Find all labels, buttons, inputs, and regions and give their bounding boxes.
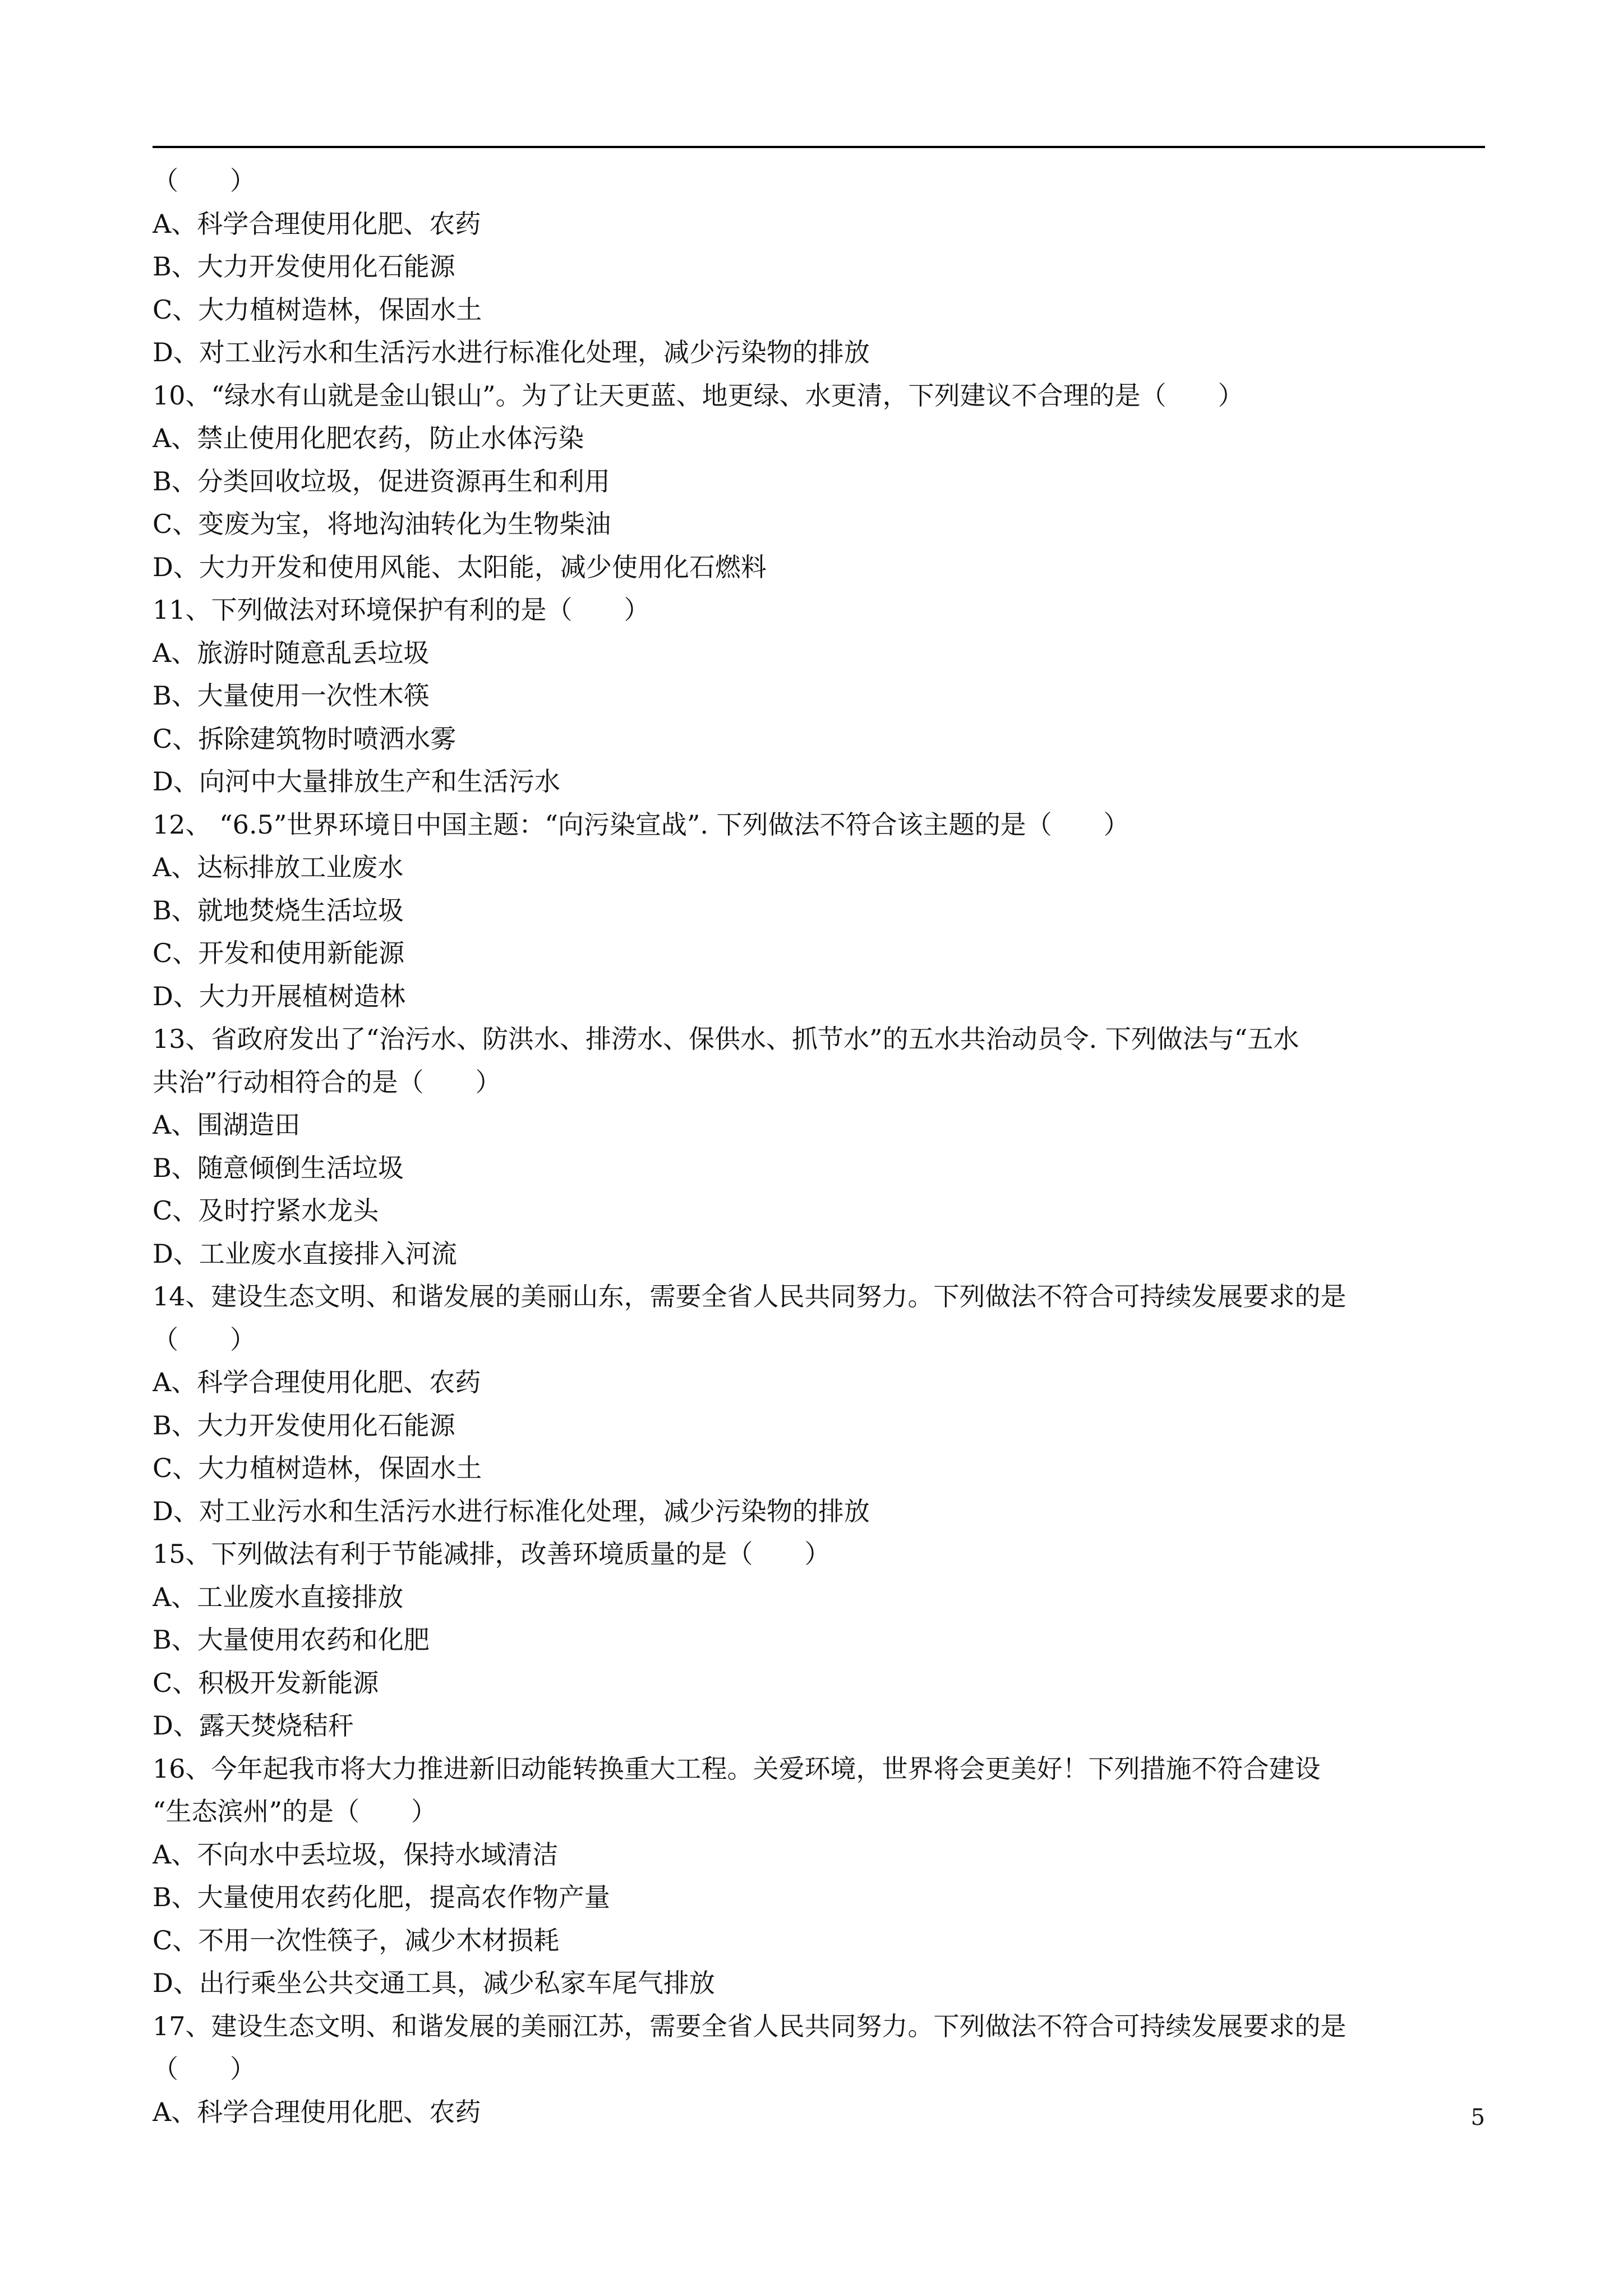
option-line: C、不用一次性筷子，减少木材损耗 (153, 1925, 560, 1955)
question-line: 15、下列做法有利于节能减排，改善环境质量的是（ ） (153, 1539, 831, 1569)
option-line: A、旅游时随意乱丢垃圾 (153, 637, 430, 668)
question-line: 10、“绿水有山就是金山银山”。为了让天更蓝、地更绿、水更清，下列建议不合理的是（ ） (153, 380, 1244, 411)
option-line: B、分类回收垃圾，促进资源再生和利用 (153, 466, 610, 496)
option-line: B、大力开发使用化石能源 (153, 1410, 455, 1441)
option-line: A、禁止使用化肥农药，防止水体污染 (153, 423, 584, 453)
question-line: 共治”行动相符合的是（ ） (153, 1066, 501, 1097)
question-text-block (153, 159, 1485, 2133)
option-line: C、大力植树造林，保固水土 (153, 1453, 482, 1483)
option-line: B、就地焚烧生活垃圾 (153, 895, 404, 926)
option-line: C、及时拧紧水龙头 (153, 1195, 379, 1226)
option-line: D、对工业污水和生活污水进行标准化处理，减少污染物的排放 (153, 337, 870, 367)
header-rule (153, 146, 1485, 148)
option-line: D、向河中大量排放生产和生活污水 (153, 766, 560, 797)
option-line: A、达标排放工业废水 (153, 852, 404, 882)
option-line: A、科学合理使用化肥、农药 (153, 208, 481, 239)
option-line: D、对工业污水和生活污水进行标准化处理，减少污染物的排放 (153, 1496, 870, 1526)
page-number: 5 (1470, 2105, 1485, 2131)
question-line: 16、今年起我市将大力推进新旧动能转换重大工程。关爱环境，世界将会更美好！下列措施不符合建设 (153, 1753, 1321, 1784)
option-line: B、大量使用农药化肥，提高农作物产量 (153, 1882, 610, 1912)
option-line: B、大量使用农药和化肥 (153, 1625, 430, 1655)
option-line: A、围湖造田 (153, 1110, 301, 1140)
option-line: B、大力开发使用化石能源 (153, 251, 455, 282)
question-line: 17、建设生态文明、和谐发展的美丽江苏，需要全省人民共同努力。下列做法不符合可持续发展要求的是 (153, 2010, 1347, 2041)
option-line: D、大力开发和使用风能、太阳能，减少使用化石燃料 (153, 551, 767, 582)
option-line: D、露天焚烧秸秆 (153, 1710, 354, 1741)
question-line: 12、 “6.5”世界环境日中国主题：“向污染宣战”. 下列做法不符合该主题的是（ ） (153, 809, 1129, 840)
question-line: （ ） (153, 2054, 256, 2084)
option-line: C、拆除建筑物时喷洒水雾 (153, 723, 457, 754)
option-line: C、变废为宝，将地沟油转化为生物柴油 (153, 509, 611, 539)
option-line: A、不向水中丢垃圾，保持水域清洁 (153, 1839, 559, 1870)
option-line: A、工业废水直接排放 (153, 1581, 404, 1612)
option-line: C、积极开发新能源 (153, 1667, 379, 1698)
question-line: （ ） (153, 1324, 256, 1355)
option-line: A、科学合理使用化肥、农药 (153, 2096, 481, 2127)
question-line: 14、建设生态文明、和谐发展的美丽山东，需要全省人民共同努力。下列做法不符合可持续发展要求的是 (153, 1281, 1347, 1312)
question-line: 11、下列做法对环境保护有利的是（ ） (153, 595, 650, 625)
option-line: B、大量使用一次性木筷 (153, 680, 430, 711)
option-line: D、大力开展植树造林 (153, 981, 405, 1011)
text-line: （ ） (153, 165, 256, 196)
option-line: B、随意倾倒生活垃圾 (153, 1152, 404, 1183)
option-line: D、出行乘坐公共交通工具，减少私家车尾气排放 (153, 1968, 715, 1998)
question-line: 13、省政府发出了“治污水、防洪水、排涝水、保供水、抓节水”的五水共治动员令. 下列做法与“五水 (153, 1024, 1299, 1054)
option-line: C、大力植树造林，保固水土 (153, 294, 482, 325)
option-line: C、开发和使用新能源 (153, 938, 405, 968)
option-line: D、工业废水直接排入河流 (153, 1238, 457, 1269)
option-line: A、科学合理使用化肥、农药 (153, 1367, 481, 1397)
question-line: “生态滨州”的是（ ） (153, 1796, 437, 1826)
